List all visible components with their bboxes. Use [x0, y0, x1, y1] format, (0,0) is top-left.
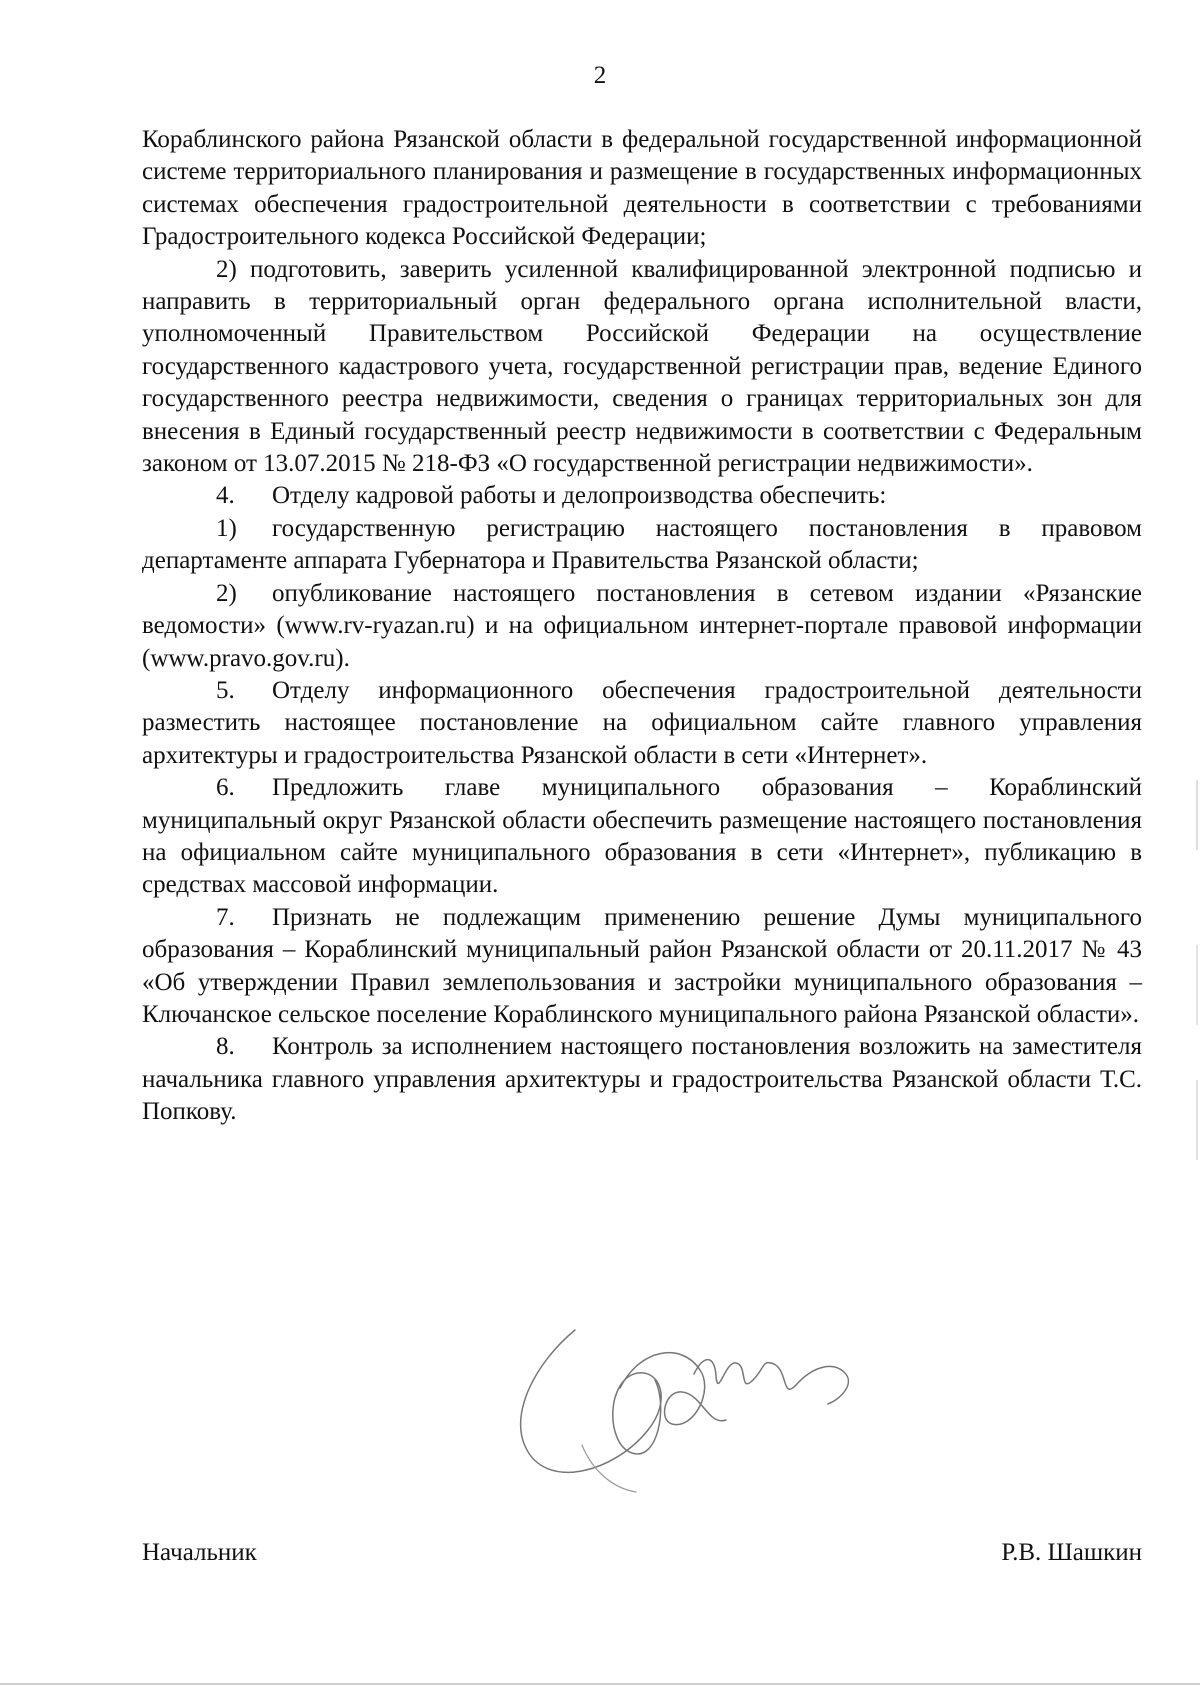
- paragraph-number: 1): [216, 514, 237, 542]
- handwritten-signature: [510, 1308, 890, 1493]
- paragraph-item-6: [142, 772, 1142, 902]
- paragraph-number: 6.: [216, 774, 235, 802]
- paragraph-text: 2) подготовить, заверить усиленной квалифицированной электронной подписью и направить в территориальный орган федерального органа исполнительной власти, уполномоченный Правительством Российской Федерации на осуществление государственного кадастрового учета, государственной регистрации прав, ведение Единого государственного реестра недвижимости, сведения о границах территориальных зон для внесения в Единый государственный реестр недвижимости в соответствии с Федеральным законом от 13.07.2015 № 218-ФЗ «О государственной регистрации недвижимости».: [142, 255, 1142, 478]
- paragraph-number: 7.: [216, 903, 235, 931]
- paragraph-text: Кораблинского района Рязанской области в федеральной государственной информационной системе территориального планирования и размещение в государственных информационных системах обеспечения градостроительной деятельности в соответствии с требованиями Градостроительного кодекса Российской Федерации;: [142, 126, 1142, 251]
- paragraph-number: 4.: [216, 482, 235, 510]
- paragraph-number: 5.: [216, 676, 235, 704]
- paragraph-text: Отделу кадровой работы и делопроизводства обеспечить:: [272, 482, 887, 510]
- paragraph-number: 2): [216, 579, 237, 607]
- signature-block: [142, 1537, 1142, 1571]
- paragraph-item-5: [142, 675, 1142, 772]
- paragraph-text: Предложить главе муниципального образования – Кораблинский муниципальный округ Рязанской области обеспечить размещение настоящего постановления на официальном сайте муниципального образования в сети «Интернет», публикацию в средствах массовой информации.: [142, 774, 1142, 899]
- scan-bottom-edge: [0, 1683, 1200, 1685]
- signature-stroke: [521, 1330, 662, 1472]
- paragraph-number: 8.: [216, 1033, 235, 1061]
- page-number: 2: [593, 62, 607, 89]
- signature-stroke: [620, 1353, 726, 1425]
- paragraph-item-7: [142, 902, 1142, 1032]
- paragraph-item-8: [142, 1031, 1142, 1128]
- paragraph-continuation: [142, 124, 1142, 254]
- scan-edge-artifact: [1194, 780, 1200, 1160]
- paragraph-text: опубликование настоящего постановления в сетевом издании «Рязанские ведомости» (www.rv-ryazan.ru) и на официальном интернет-портале правовой информации (www.pravo.gov.ru).: [142, 579, 1142, 672]
- paragraph-text: государственную регистрацию настоящего постановления в правовом департаменте аппарата Губернатора и Правительства Рязанской области;: [142, 514, 1142, 575]
- paragraph-text: Признать не подлежащим применению решение Думы муниципального образования – Кораблинский муниципальный район Рязанской области от 20.11.2017 № 43 «Об утверждении Правил землепользования и застройки муниципального образования – Ключанское сельское поселение Кораблинского муниципального района Рязанской области».: [142, 903, 1142, 1028]
- document-body: [142, 124, 1142, 1129]
- paragraph-item-4: [142, 480, 1142, 512]
- signature-title: Начальник: [142, 1539, 257, 1566]
- paragraph-text: Отделу информационного обеспечения градостроительной деятельности разместить настоящее постановление на официальном сайте главного управления архитектуры и градостроительства Рязанской области в сети «Интернет».: [142, 676, 1142, 769]
- paragraph-item-2-submit-data: [142, 254, 1142, 481]
- paragraph-subitem-1: [142, 513, 1142, 578]
- paragraph-text: Контроль за исполнением настоящего постановления возложить на заместителя начальника главного управления архитектуры и градостроительства Рязанской области Т.С. Попкову.: [142, 1033, 1142, 1126]
- paragraph-subitem-2: [142, 578, 1142, 675]
- signature-stroke: [694, 1360, 848, 1404]
- signature-name: Р.В. Шашкин: [1001, 1539, 1142, 1566]
